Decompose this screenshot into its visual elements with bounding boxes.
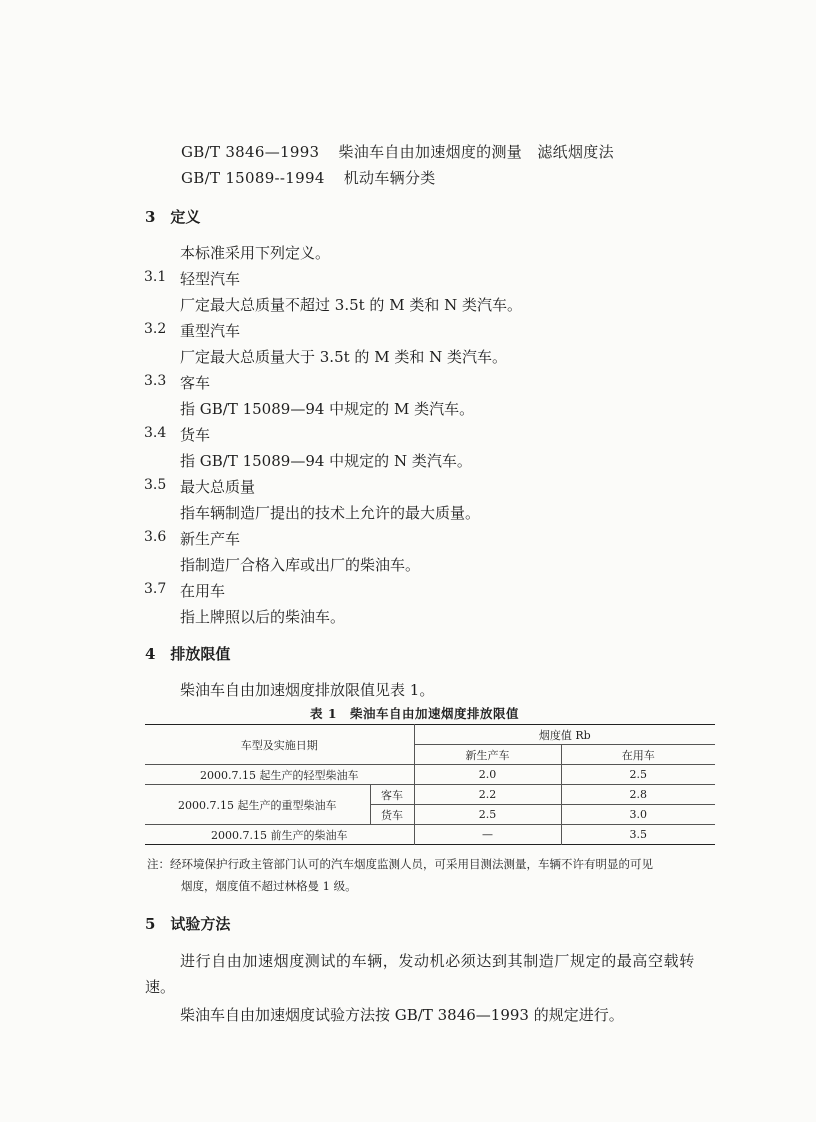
section-4-text: 柴油车自由加速烟度排放限值见表 1。 <box>180 681 435 699</box>
table-note-line-2: 烟度，烟度值不超过林格曼 1 级。 <box>181 879 357 893</box>
def-term: 新生产车 <box>180 530 241 548</box>
def-number: 3.1 <box>144 269 167 285</box>
section-5-paragraph-1: 进行自由加速烟度测试的车辆，发动机必须达到其制造厂规定的最高空载转 <box>180 952 695 970</box>
section-4-heading: 4 排放限值 <box>145 645 231 663</box>
def-text: 指 GB/T 15089—94 中规定的 M 类汽车。 <box>180 400 475 418</box>
def-term: 客车 <box>180 374 211 392</box>
table-note-line-1: 注：经环境保护行政主管部门认可的汽车烟度监测人员，可采用目测法测量，车辆不许有明显的可见 <box>147 857 653 871</box>
header-new-vehicle: 新生产车 <box>414 745 561 765</box>
row-label: 2000.7.15 起生产的重型柴油车 <box>145 785 370 825</box>
ref-line-1 <box>181 141 614 162</box>
section-5-paragraph-2: 柴油车自由加速烟度试验方法按 GB/T 3846—1993 的规定进行。 <box>180 1006 624 1024</box>
ref-line-2 <box>181 167 436 188</box>
def-number: 3.2 <box>144 321 167 337</box>
cell-new: — <box>414 825 561 845</box>
table-row <box>145 825 715 845</box>
row-sublabel: 货车 <box>370 805 414 825</box>
def-text: 指 GB/T 15089—94 中规定的 N 类汽车。 <box>180 452 472 470</box>
def-number: 3.4 <box>144 425 167 441</box>
def-text: 厂定最大总质量大于 3.5t 的 M 类和 N 类汽车。 <box>180 348 507 366</box>
row-label: 2000.7.15 起生产的轻型柴油车 <box>145 765 414 785</box>
def-text: 指上牌照以后的柴油车。 <box>180 608 346 626</box>
def-number: 3.7 <box>144 581 167 597</box>
def-number: 3.5 <box>144 477 167 493</box>
cell-new: 2.2 <box>414 785 561 805</box>
def-term: 重型汽车 <box>180 322 241 340</box>
cell-in-use: 3.5 <box>561 825 715 845</box>
table-row <box>145 765 715 785</box>
emission-limit-table <box>145 724 715 845</box>
def-term: 最大总质量 <box>180 478 256 496</box>
row-label: 2000.7.15 前生产的柴油车 <box>145 825 414 845</box>
row-sublabel: 客车 <box>370 785 414 805</box>
section-5-paragraph-1-cont: 速。 <box>145 978 176 996</box>
table-row <box>145 785 715 805</box>
ref-title: 机动车辆分类 <box>343 169 436 187</box>
def-number: 3.3 <box>144 373 167 389</box>
section-5-heading: 5 试验方法 <box>145 915 231 933</box>
header-vehicle-type: 车型及实施日期 <box>145 725 414 765</box>
table-caption: 表 1 柴油车自由加速烟度排放限值 <box>310 706 520 721</box>
ref-title: 柴油车自由加速烟度的测量 滤纸烟度法 <box>338 143 614 161</box>
def-text: 指制造厂合格入库或出厂的柴油车。 <box>180 556 421 574</box>
cell-new: 2.5 <box>414 805 561 825</box>
def-term: 轻型汽车 <box>180 270 241 288</box>
def-text: 厂定最大总质量不超过 3.5t 的 M 类和 N 类汽车。 <box>180 296 522 314</box>
header-smoke-value: 烟度值 Rb <box>414 725 715 745</box>
cell-in-use: 3.0 <box>561 805 715 825</box>
def-term: 在用车 <box>180 582 226 600</box>
ref-code: GB/T 15089--1994 <box>181 169 325 187</box>
def-number: 3.6 <box>144 529 167 545</box>
cell-new: 2.0 <box>414 765 561 785</box>
cell-in-use: 2.5 <box>561 765 715 785</box>
def-text: 指车辆制造厂提出的技术上允许的最大质量。 <box>180 504 481 522</box>
table-header-row <box>145 725 715 745</box>
section-3-heading: 3 定义 <box>145 208 201 226</box>
cell-in-use: 2.8 <box>561 785 715 805</box>
ref-code: GB/T 3846—1993 <box>181 143 320 161</box>
section-3-intro: 本标准采用下列定义。 <box>180 244 331 262</box>
header-in-use-vehicle: 在用车 <box>561 745 715 765</box>
def-term: 货车 <box>180 426 211 444</box>
